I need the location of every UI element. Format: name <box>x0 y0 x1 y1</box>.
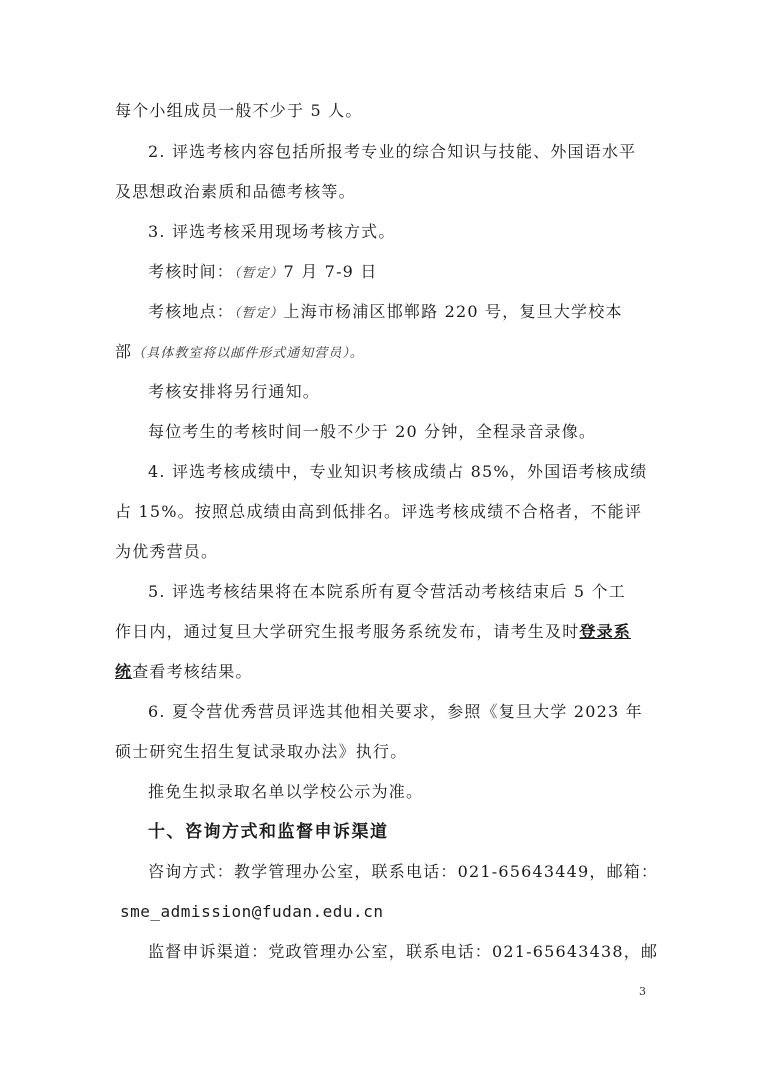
text-line: 考核安排将另行通知。 <box>148 382 321 401</box>
exam-location-line <box>148 302 623 324</box>
text-line: 推免生拟录取名单以学校公示为准。 <box>148 782 424 801</box>
list-item-6: 6. 夏令营优秀营员评选其他相关要求，参照《复旦大学 2023 年 <box>148 702 643 721</box>
text-line: 及思想政治素质和品德考核等。 <box>115 182 356 201</box>
list-item-5: 5. 评选考核结果将在本院系所有夏令营活动考核结束后 5 个工 <box>148 582 626 601</box>
exam-time-value: 7 月 7-9 日 <box>283 262 378 281</box>
text-line: 每位考生的考核时间一般不少于 20 分钟，全程录音录像。 <box>148 422 597 441</box>
list-item-4: 4. 评选考核成绩中，专业知识考核成绩占 85%，外国语考核成绩 <box>148 462 648 481</box>
classroom-note: （具体教室将以邮件形式通知营员）。 <box>132 346 364 361</box>
text-line <box>115 662 253 682</box>
text-line <box>115 622 631 642</box>
text-fragment: 部 <box>115 342 133 361</box>
login-system-link-cont[interactable]: 统 <box>115 662 133 681</box>
tentative-note: （暂定） <box>234 306 284 321</box>
login-system-link[interactable]: 登录系 <box>579 622 632 641</box>
list-item-2: 2. 评选考核内容包括所报考专业的综合知识与技能、外国语水平 <box>148 142 637 161</box>
exam-location-value: 上海市杨浦区邯郸路 220 号，复旦大学校本 <box>283 302 623 321</box>
section-heading: 十、咨询方式和监督申诉渠道 <box>148 822 389 842</box>
exam-location-label: 考核地点： <box>148 302 235 321</box>
text-line: 硕士研究生招生复试录取办法》执行。 <box>115 742 408 761</box>
page-number: 3 <box>639 985 646 998</box>
text-line: 为优秀营员。 <box>115 542 219 561</box>
text-line <box>115 342 364 364</box>
text-fragment: 作日内，通过复旦大学研究生报考服务系统发布，请考生及时 <box>115 622 580 641</box>
contact-email[interactable]: sme_admission@fudan.edu.cn <box>120 902 384 921</box>
text-fragment: 查看考核结果。 <box>132 662 253 681</box>
tentative-note: （暂定） <box>234 266 284 281</box>
consult-line: 咨询方式：教学管理办公室，联系电话：021-65643449，邮箱： <box>148 862 659 881</box>
text-line: 占 15%。按照总成绩由高到低排名。评选考核成绩不合格者，不能评 <box>115 502 643 521</box>
exam-time-line <box>148 262 378 284</box>
exam-time-label: 考核时间： <box>148 262 235 281</box>
text-line: 每个小组成员一般不少于 5 人。 <box>115 101 363 120</box>
appeal-line: 监督申诉渠道：党政管理办公室，联系电话：021-65643438，邮 <box>148 942 659 961</box>
list-item-3: 3. 评选考核采用现场考核方式。 <box>148 222 396 241</box>
